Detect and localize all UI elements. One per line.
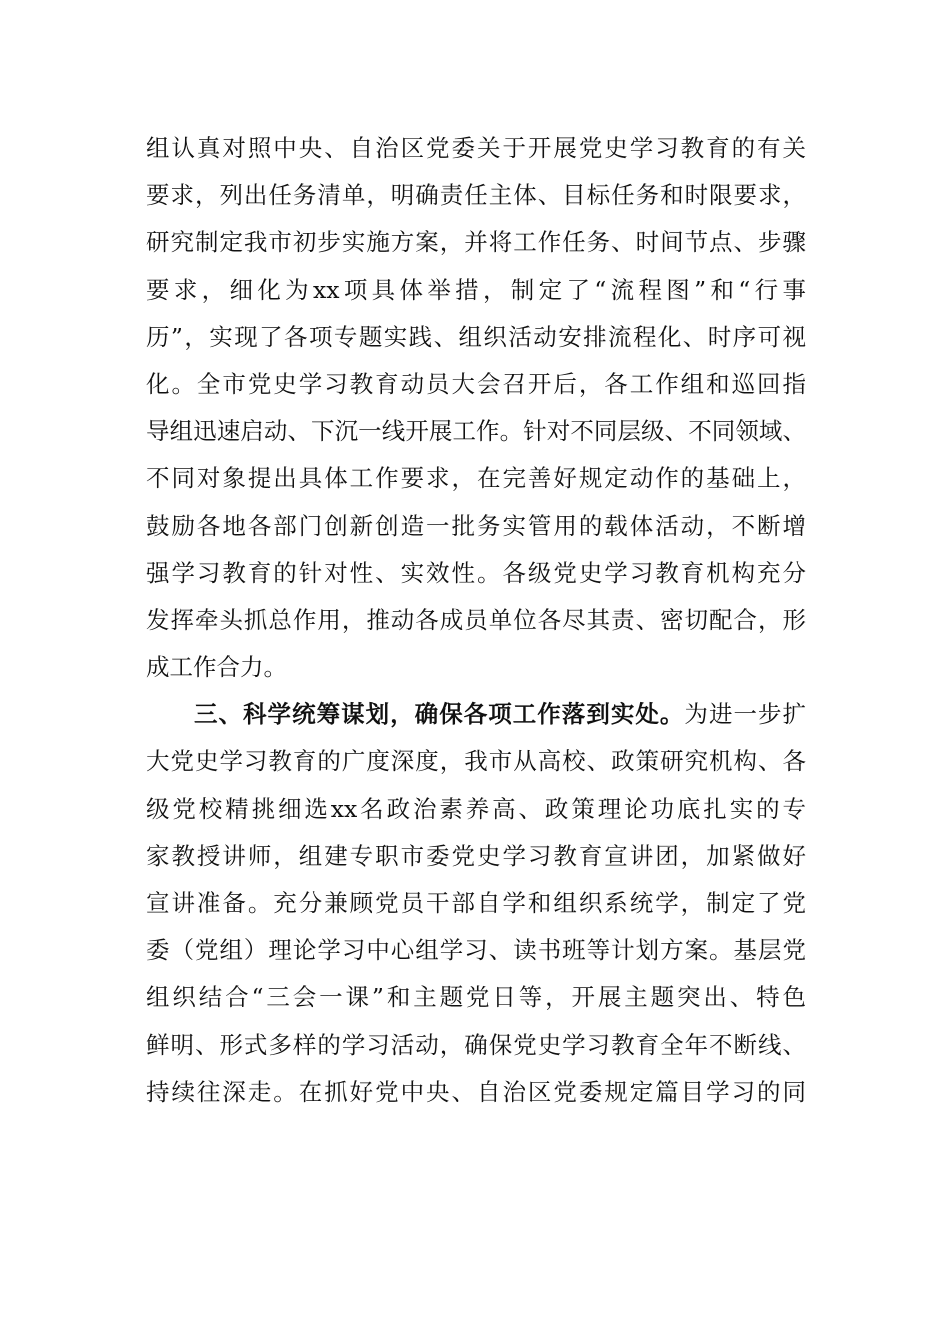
paragraph-line: 导组迅速启动、下沉一线开展工作。针对不同层级、不同领域、	[146, 417, 806, 446]
paragraph-line: 鲜明、形式多样的学习活动，确保党史学习教育全年不断线、	[146, 1030, 806, 1059]
paragraph-line: 化。全市党史学习教育动员大会召开后，各工作组和巡回指	[146, 369, 806, 398]
paragraph-line: 鼓励各地各部门创新创造一批务实管用的载体活动，不断增	[146, 511, 806, 540]
paragraph-line: 不同对象提出具体工作要求，在完善好规定动作的基础上，	[146, 464, 806, 493]
paragraph-line: 研究制定我市初步实施方案，并将工作任务、时间节点、步骤	[146, 228, 806, 257]
paragraph-line: 委（党组）理论学习中心组学习、读书班等计划方案。基层党	[146, 936, 806, 965]
paragraph-line: 发挥牵头抓总作用，推动各成员单位各尽其责、密切配合，形	[146, 605, 806, 634]
section-heading: 三、科学统筹谋划，确保各项工作落到实处。	[194, 700, 685, 729]
paragraph-line: 强学习教育的针对性、实效性。各级党史学习教育机构充分	[146, 558, 806, 587]
paragraph-text: 为进一步扩	[684, 700, 806, 729]
paragraph-line: 家教授讲师，组建专职市委党史学习教育宣讲团，加紧做好	[146, 841, 806, 870]
document-body	[146, 125, 806, 1116]
paragraph-line: 级党校精挑细选xx名政治素养高、政策理论功底扎实的专	[146, 794, 806, 823]
paragraph-line: 大党史学习教育的广度深度，我市从高校、政策研究机构、各	[146, 747, 806, 776]
section-heading-line	[146, 691, 806, 738]
paragraph-line: 要求，列出任务清单，明确责任主体、目标任务和时限要求，	[146, 181, 806, 210]
paragraph-line: 宣讲准备。充分兼顾党员干部自学和组织系统学，制定了党	[146, 889, 806, 917]
paragraph-line: 成工作合力。	[146, 653, 287, 682]
paragraph-line: 要求，细化为xx项具体举措，制定了“流程图”和“行事	[146, 275, 806, 304]
paragraph-line: 组织结合“三会一课”和主题党日等，开展主题突出、特色	[146, 983, 806, 1012]
paragraph-line: 历”，实现了各项专题实践、组织活动安排流程化、时序可视	[146, 322, 806, 351]
paragraph-line: 组认真对照中央、自治区党委关于开展党史学习教育的有关	[146, 134, 806, 162]
paragraph-line: 持续往深走。在抓好党中央、自治区党委规定篇目学习的同	[146, 1077, 806, 1106]
